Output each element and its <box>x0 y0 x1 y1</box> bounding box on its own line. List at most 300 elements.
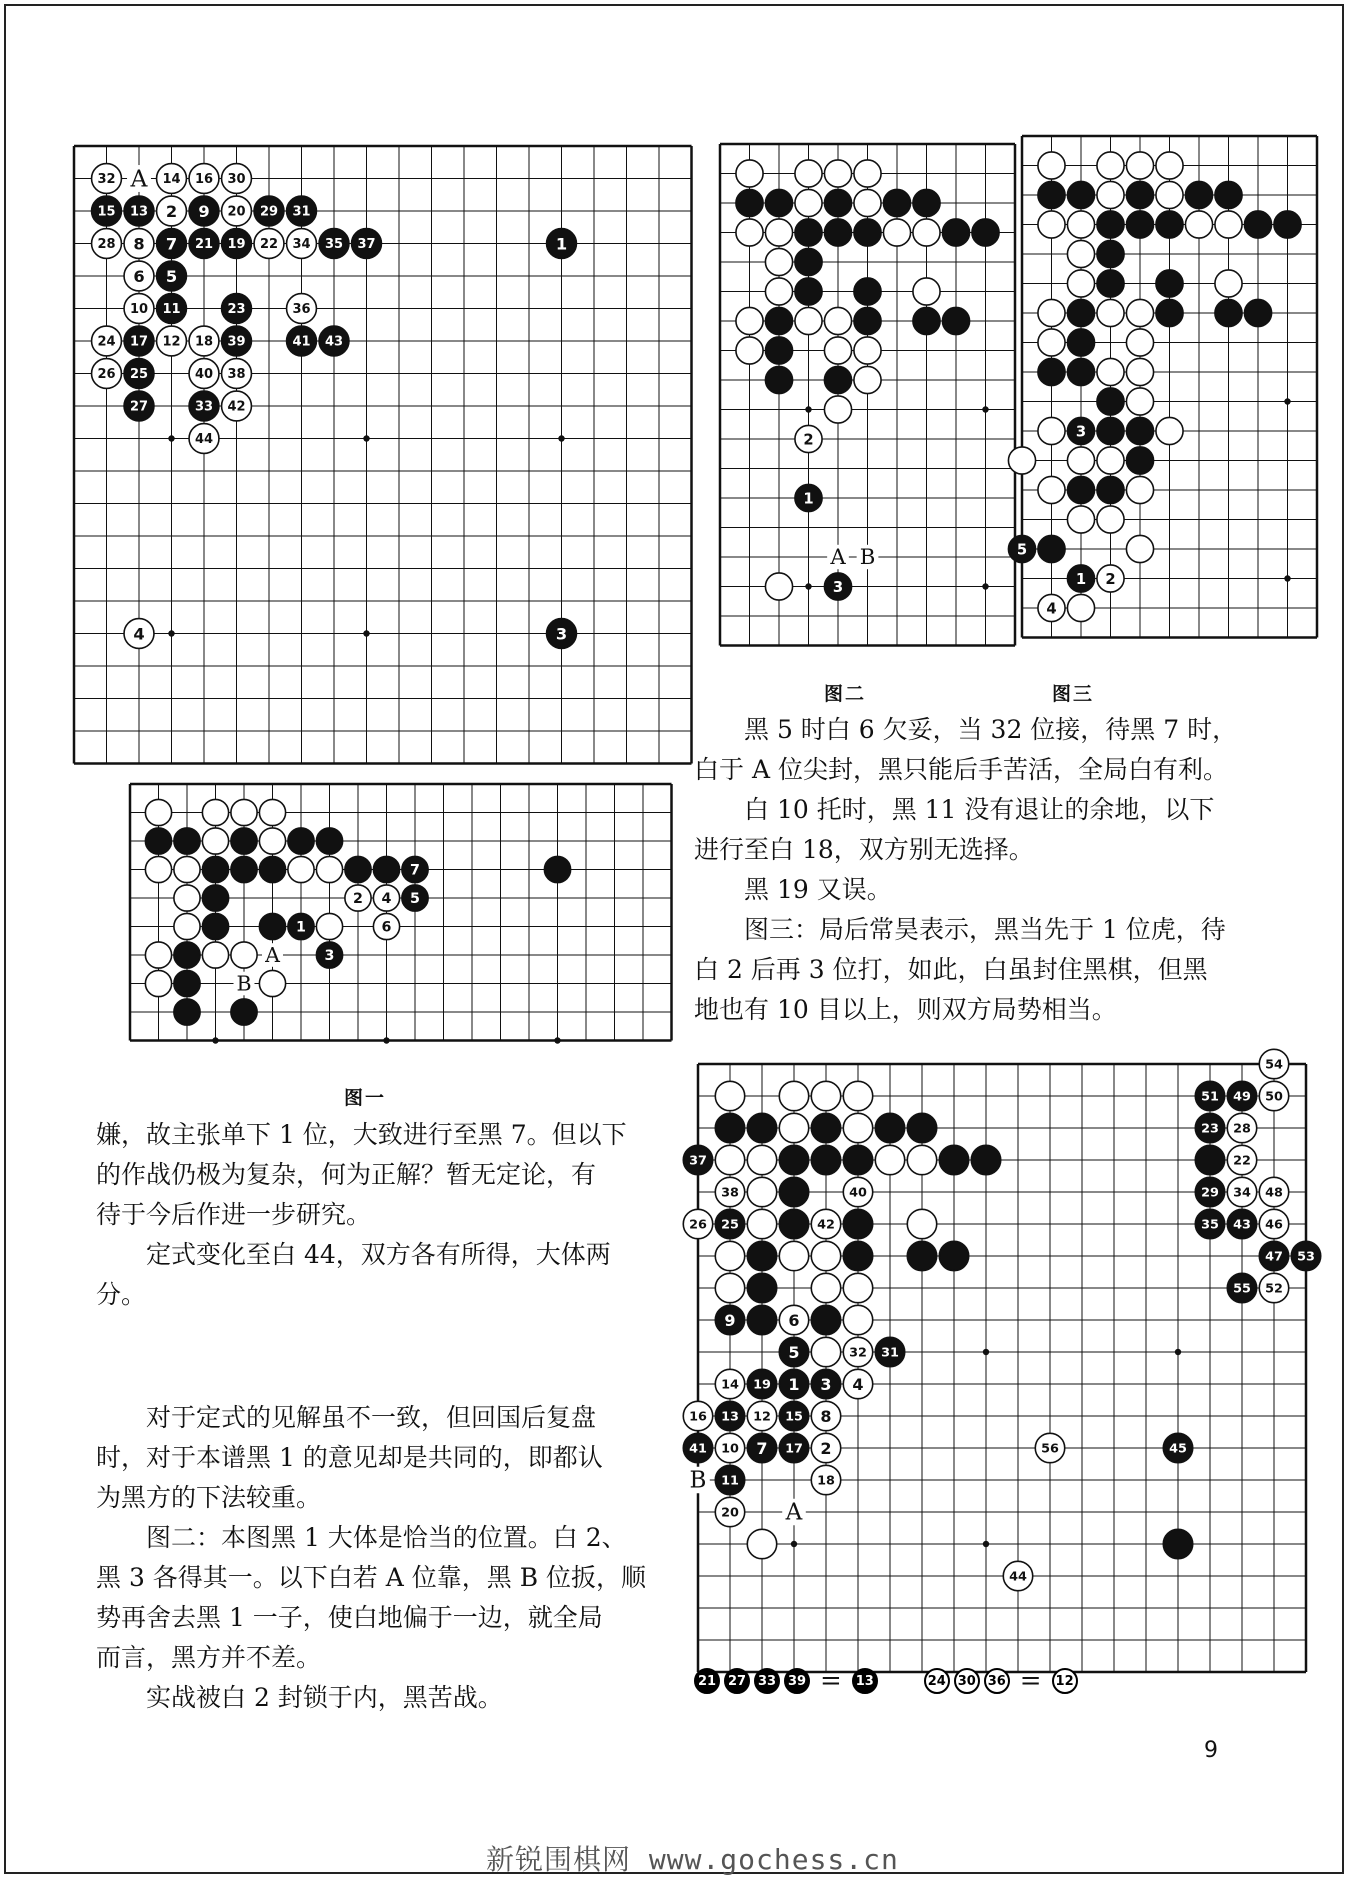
move-number-4: 4 <box>852 1374 864 1394</box>
move-number-18: 18 <box>817 1473 835 1489</box>
black-stone <box>174 999 200 1025</box>
move-number-1: 1 <box>803 490 814 508</box>
white-stone <box>174 856 200 882</box>
black-stone <box>1067 476 1094 503</box>
black-stone <box>1156 211 1183 238</box>
black-stone <box>765 337 792 364</box>
black-stone <box>1097 240 1124 267</box>
white-stone <box>1097 152 1124 179</box>
move-number-51: 51 <box>1201 1089 1219 1105</box>
black-stone <box>1097 270 1124 297</box>
black-stone <box>715 1113 744 1142</box>
white-stone <box>1038 152 1065 179</box>
black-stone <box>174 828 200 854</box>
white-stone <box>811 1337 840 1366</box>
board-game-record <box>690 1056 1314 1680</box>
star-point <box>791 1541 797 1547</box>
white-stone <box>316 913 342 939</box>
black-stone <box>907 1241 936 1270</box>
white-stone <box>1067 506 1094 533</box>
white-stone <box>174 885 200 911</box>
white-stone <box>913 219 940 246</box>
black-stone <box>1038 358 1065 385</box>
white-stone <box>747 1177 776 1206</box>
move-number-34: 34 <box>292 237 311 253</box>
white-stone <box>843 1113 872 1142</box>
black-stone <box>202 885 228 911</box>
move-number-31: 31 <box>881 1345 899 1361</box>
move-number-41: 41 <box>292 334 311 350</box>
move-number-37: 37 <box>689 1153 707 1169</box>
move-number-14: 14 <box>721 1377 739 1393</box>
white-stone-icon: 24 <box>924 1668 950 1694</box>
move-number-8: 8 <box>133 234 145 254</box>
move-number-35: 35 <box>1201 1217 1219 1233</box>
position-letter-A: A <box>785 1499 803 1526</box>
move-number-6: 6 <box>788 1310 800 1330</box>
move-number-41: 41 <box>689 1441 707 1457</box>
white-stone <box>145 970 171 996</box>
black-stone <box>1195 1145 1224 1174</box>
white-stone <box>202 828 228 854</box>
white-stone <box>231 942 257 968</box>
move-number-28: 28 <box>97 237 116 253</box>
position-letter-B: B <box>859 545 876 571</box>
black-stone <box>1126 447 1153 474</box>
page-number: 9 <box>1204 1738 1218 1763</box>
white-stone <box>1215 211 1242 238</box>
paragraph: 进行至白 18，双方别无选择。 <box>694 835 1034 864</box>
white-stone <box>715 1145 744 1174</box>
white-stone <box>145 799 171 825</box>
paragraph: 待于今后作进一步研究。 <box>96 1200 372 1229</box>
move-number-14: 14 <box>162 172 181 188</box>
black-stone <box>1156 299 1183 326</box>
move-number-25: 25 <box>129 367 149 383</box>
white-stone <box>1097 181 1124 208</box>
black-stone <box>795 248 822 275</box>
white-stone <box>747 1145 776 1174</box>
move-number-1: 1 <box>1075 570 1087 588</box>
move-number-34: 34 <box>1233 1185 1251 1201</box>
paragraph: 定式变化至白 44，双方各有所得，大体两 <box>146 1240 611 1269</box>
black-stone <box>765 366 792 393</box>
paragraph: 而言，黑方并不差。 <box>96 1643 322 1672</box>
board-svg <box>66 138 700 772</box>
white-stone <box>1126 476 1153 503</box>
black-stone <box>345 856 371 882</box>
white-stone-icon: 12 <box>1052 1668 1078 1694</box>
white-stone <box>747 1529 776 1558</box>
white-stone <box>1156 417 1183 444</box>
white-stone <box>259 799 285 825</box>
move-number-15: 15 <box>785 1409 803 1425</box>
black-stone <box>824 366 851 393</box>
move-number-7: 7 <box>756 1438 768 1458</box>
white-stone <box>779 1081 808 1110</box>
move-number-17: 17 <box>129 334 149 350</box>
white-stone <box>1097 299 1124 326</box>
white-stone <box>843 1305 872 1334</box>
white-stone <box>145 856 171 882</box>
move-number-29: 29 <box>259 204 279 220</box>
black-stone <box>913 189 940 216</box>
move-number-2: 2 <box>803 431 814 449</box>
move-number-3: 3 <box>820 1374 832 1394</box>
white-stone <box>288 856 314 882</box>
move-number-50: 50 <box>1265 1089 1283 1105</box>
paragraph: 白于 A 位尖封，黑只能后手苦活，全局白有利。 <box>694 755 1228 784</box>
star-point <box>558 435 564 441</box>
figure-2-caption: 图二 <box>824 683 867 705</box>
black-stone <box>972 219 999 246</box>
move-number-3: 3 <box>832 578 844 596</box>
black-stone-icon: 39 <box>784 1668 810 1694</box>
black-stone <box>1126 417 1153 444</box>
figure-1-caption: 图一 <box>344 1087 387 1109</box>
paragraph: 图二：本图黑 1 大体是恰当的位置。白 2、 <box>146 1523 627 1552</box>
paragraph: 势再舍去黑 1 一子，使白地偏于一边，就全局 <box>96 1603 603 1632</box>
white-stone <box>1126 535 1153 562</box>
black-stone <box>854 307 881 334</box>
white-stone <box>231 799 257 825</box>
black-stone <box>1097 476 1124 503</box>
move-number-28: 28 <box>1233 1121 1251 1137</box>
move-number-8: 8 <box>820 1406 832 1426</box>
black-stone <box>1067 329 1094 356</box>
commentary-right <box>694 710 1254 1030</box>
black-stone <box>843 1241 872 1270</box>
paragraph: 时，对于本谱黑 1 的意见却是共同的，即都认 <box>96 1443 603 1472</box>
white-stone <box>202 942 228 968</box>
star-point <box>363 630 369 636</box>
move-number-53: 53 <box>1297 1249 1315 1265</box>
black-stone <box>1038 535 1065 562</box>
black-stone <box>202 856 228 882</box>
white-stone <box>259 828 285 854</box>
white-stone <box>1038 417 1065 444</box>
paragraph: 地也有 10 目以上，则双方局势相当。 <box>694 995 1117 1024</box>
white-stone <box>715 1273 744 1302</box>
move-number-47: 47 <box>1265 1249 1283 1265</box>
white-stone <box>907 1145 936 1174</box>
black-stone <box>316 828 342 854</box>
move-number-52: 52 <box>1265 1281 1283 1297</box>
black-stone <box>1067 358 1094 385</box>
black-stone-icon: 27 <box>724 1668 750 1694</box>
black-stone-icon: 13 <box>852 1668 878 1694</box>
black-stone <box>854 219 881 246</box>
black-stone <box>913 307 940 334</box>
figure-3-caption: 图三 <box>1052 683 1095 705</box>
black-stone <box>1038 181 1065 208</box>
move-number-40: 40 <box>849 1185 867 1201</box>
black-stone <box>1126 181 1153 208</box>
white-stone <box>1097 447 1124 474</box>
move-number-20: 20 <box>227 204 246 220</box>
black-stone <box>1067 181 1094 208</box>
move-number-45: 45 <box>1169 1441 1187 1457</box>
black-stone <box>1244 211 1271 238</box>
paragraph: 图三：局后常昊表示，黑当先于 1 位虎，待 <box>744 915 1226 944</box>
position-letter-B: B <box>689 1467 707 1494</box>
move-number-55: 55 <box>1233 1281 1251 1297</box>
white-stone <box>715 1081 744 1110</box>
move-number-22: 22 <box>259 237 279 253</box>
move-number-38: 38 <box>721 1185 739 1201</box>
black-stone <box>174 942 200 968</box>
move-number-32: 32 <box>97 172 116 188</box>
move-number-30: 30 <box>227 172 246 188</box>
move-equivalence-note <box>694 1666 1078 1696</box>
move-number-23: 23 <box>1201 1121 1219 1137</box>
paragraph: 白 10 托时，黑 11 没有退让的余地，以下 <box>744 795 1215 824</box>
black-stone <box>1067 299 1094 326</box>
star-point <box>805 406 811 412</box>
white-stone <box>765 219 792 246</box>
move-number-2: 2 <box>165 201 178 221</box>
white-stone <box>1097 506 1124 533</box>
black-stone <box>259 913 285 939</box>
black-stone <box>736 189 763 216</box>
black-stone <box>765 307 792 334</box>
move-number-4: 4 <box>1046 600 1057 618</box>
white-stone <box>824 337 851 364</box>
black-stone <box>1097 417 1124 444</box>
move-number-11: 11 <box>162 302 181 318</box>
move-number-42: 42 <box>817 1217 835 1233</box>
black-stone <box>1244 299 1271 326</box>
white-stone <box>854 337 881 364</box>
star-point <box>983 1541 989 1547</box>
move-number-32: 32 <box>849 1345 867 1361</box>
white-stone <box>779 1241 808 1270</box>
black-stone <box>883 189 910 216</box>
star-point <box>982 406 988 412</box>
white-stone <box>736 307 763 334</box>
black-stone <box>939 1145 968 1174</box>
move-number-19: 19 <box>227 237 246 253</box>
white-stone <box>824 160 851 187</box>
paragraph: 黑 3 各得其一。以下白若 A 位靠，黑 B 位扳，顺 <box>96 1563 647 1592</box>
move-number-4: 4 <box>381 891 392 908</box>
black-stone <box>1185 181 1212 208</box>
move-number-5: 5 <box>410 891 420 908</box>
white-stone <box>824 396 851 423</box>
board-main <box>66 138 700 772</box>
move-number-31: 31 <box>292 204 311 220</box>
white-stone <box>811 1081 840 1110</box>
white-stone <box>1067 270 1094 297</box>
black-stone <box>231 999 257 1025</box>
black-stone <box>824 219 851 246</box>
move-number-44: 44 <box>1009 1569 1027 1585</box>
white-stone <box>854 366 881 393</box>
white-stone <box>736 160 763 187</box>
move-number-6: 6 <box>381 919 392 936</box>
white-stone <box>843 1273 872 1302</box>
black-stone <box>939 1241 968 1270</box>
move-number-40: 40 <box>194 367 214 383</box>
black-stone <box>1163 1529 1192 1558</box>
white-stone <box>1156 152 1183 179</box>
white-stone <box>1067 594 1094 621</box>
move-number-26: 26 <box>97 367 116 383</box>
black-stone <box>231 856 257 882</box>
move-number-38: 38 <box>227 367 246 383</box>
move-number-43: 43 <box>324 334 344 350</box>
white-stone <box>1067 447 1094 474</box>
white-stone <box>1067 240 1094 267</box>
star-point <box>805 583 811 589</box>
white-stone <box>1215 270 1242 297</box>
move-number-11: 11 <box>721 1473 739 1489</box>
white-stone <box>174 913 200 939</box>
move-number-44: 44 <box>194 432 214 448</box>
move-number-18: 18 <box>194 334 214 350</box>
white-stone <box>779 1113 808 1142</box>
move-number-16: 16 <box>689 1409 707 1425</box>
move-number-21: 21 <box>194 237 214 253</box>
black-stone-icon: 33 <box>754 1668 780 1694</box>
white-stone <box>259 970 285 996</box>
board-svg <box>690 1056 1314 1680</box>
move-number-1: 1 <box>296 919 306 936</box>
black-stone <box>747 1241 776 1270</box>
white-stone <box>811 1273 840 1302</box>
position-letter-B: B <box>236 971 252 996</box>
move-number-13: 13 <box>721 1409 739 1425</box>
board-svg <box>122 776 680 1049</box>
paragraph: 为黑方的下法较重。 <box>96 1483 322 1512</box>
move-number-37: 37 <box>357 237 376 253</box>
white-stone <box>1038 476 1065 503</box>
white-stone <box>883 219 910 246</box>
move-number-26: 26 <box>689 1217 707 1233</box>
move-number-12: 12 <box>162 334 181 350</box>
black-stone <box>1215 299 1242 326</box>
paragraph: 对于定式的见解虽不一致，但回国后复盘 <box>146 1403 597 1432</box>
white-stone <box>1126 299 1153 326</box>
move-number-2: 2 <box>353 891 363 908</box>
move-number-5: 5 <box>788 1342 800 1362</box>
equals-sign: = <box>820 1666 842 1696</box>
move-number-4: 4 <box>133 624 145 644</box>
black-stone <box>1126 211 1153 238</box>
move-number-16: 16 <box>194 172 214 188</box>
star-point <box>554 1037 560 1043</box>
white-stone <box>795 160 822 187</box>
black-stone <box>145 828 171 854</box>
board-figure-1 <box>122 776 680 1049</box>
move-number-49: 49 <box>1233 1089 1251 1105</box>
star-point <box>383 1037 389 1043</box>
star-point <box>1284 575 1290 581</box>
white-stone <box>1038 299 1065 326</box>
move-number-29: 29 <box>1201 1185 1219 1201</box>
move-number-9: 9 <box>198 201 210 221</box>
move-number-46: 46 <box>1265 1217 1283 1233</box>
white-stone <box>843 1081 872 1110</box>
white-stone <box>1126 358 1153 385</box>
black-stone <box>747 1273 776 1302</box>
move-number-5: 5 <box>165 266 178 286</box>
black-stone <box>811 1113 840 1142</box>
white-stone <box>1038 329 1065 356</box>
black-stone <box>942 219 969 246</box>
white-stone <box>824 307 851 334</box>
white-stone <box>715 1241 744 1270</box>
move-number-43: 43 <box>1233 1217 1251 1233</box>
white-stone <box>1008 447 1035 474</box>
white-stone <box>1126 388 1153 415</box>
move-number-7: 7 <box>410 862 420 879</box>
move-number-23: 23 <box>227 302 246 318</box>
black-stone <box>1097 388 1124 415</box>
black-stone <box>747 1305 776 1334</box>
white-stone <box>907 1209 936 1238</box>
star-point <box>168 630 174 636</box>
black-stone <box>288 828 314 854</box>
black-stone <box>1215 181 1242 208</box>
black-stone <box>544 856 570 882</box>
position-letter-A: A <box>130 164 148 193</box>
move-number-56: 56 <box>1041 1441 1059 1457</box>
white-stone <box>1185 211 1212 238</box>
white-stone <box>145 942 171 968</box>
black-stone <box>231 828 257 854</box>
equals-sign: = <box>1019 1666 1042 1696</box>
move-number-22: 22 <box>1233 1153 1251 1169</box>
black-stone <box>1156 270 1183 297</box>
board-svg <box>712 136 1023 654</box>
position-letter-A: A <box>265 942 280 967</box>
black-stone <box>202 913 228 939</box>
move-number-19: 19 <box>753 1377 771 1393</box>
paragraph: 分。 <box>96 1280 147 1309</box>
board-svg <box>1014 128 1325 646</box>
white-stone <box>736 219 763 246</box>
white-stone <box>875 1145 904 1174</box>
move-number-27: 27 <box>129 399 149 415</box>
move-number-3: 3 <box>555 624 568 644</box>
move-number-25: 25 <box>721 1217 739 1233</box>
move-number-7: 7 <box>165 234 178 254</box>
white-stone <box>202 799 228 825</box>
move-number-17: 17 <box>785 1441 803 1457</box>
black-stone <box>795 278 822 305</box>
white-stone <box>747 1209 776 1238</box>
black-stone <box>779 1177 808 1206</box>
move-number-3: 3 <box>324 948 335 965</box>
white-stone-icon: 36 <box>984 1668 1010 1694</box>
move-number-54: 54 <box>1265 1057 1283 1073</box>
black-stone <box>747 1113 776 1142</box>
black-stone <box>795 219 822 246</box>
commentary-left-bottom <box>96 1398 656 1718</box>
move-number-39: 39 <box>227 334 246 350</box>
move-number-10: 10 <box>129 302 149 318</box>
board-figure-3 <box>1014 128 1325 646</box>
paragraph: 的作战仍极为复杂，何为正解？暂无定论，有 <box>96 1160 597 1189</box>
black-stone <box>259 856 285 882</box>
white-stone <box>316 856 342 882</box>
black-stone-icon: 21 <box>694 1668 720 1694</box>
move-number-1: 1 <box>788 1374 800 1394</box>
black-stone <box>843 1145 872 1174</box>
black-stone <box>907 1113 936 1142</box>
white-stone <box>765 248 792 275</box>
